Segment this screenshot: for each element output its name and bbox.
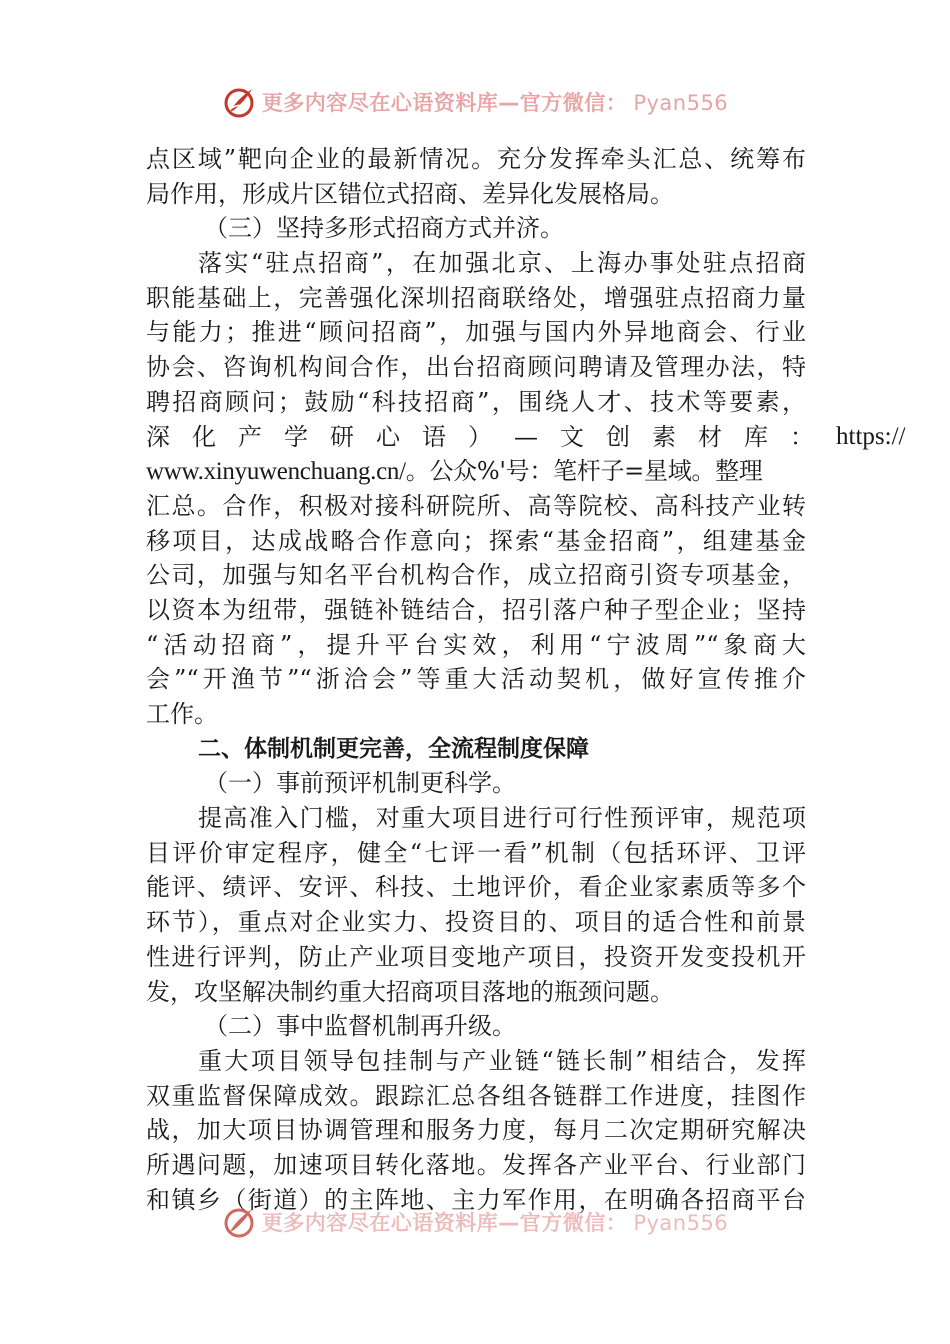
text-line: 聘招商顾问；鼓励“科技招商”，围绕人才、技术等要素，: [146, 387, 806, 416]
text-line: 环节），重点对企业实力、投资目的、项目的适合性和前景: [146, 908, 806, 937]
section-heading: （二）事中监督机制再升级。: [204, 1012, 516, 1041]
url-link[interactable]: www.xinyuwenchuang.cn/: [146, 458, 406, 486]
section-heading: （一）事前预评机制更科学。: [204, 769, 516, 798]
url-link[interactable]: https://: [836, 422, 906, 450]
text-line: 提高准入门槛，对重大项目进行可行性预评审，规范项: [198, 804, 806, 833]
text-fragment: 。公众%'号：笔杆子=星域。整理: [405, 457, 763, 486]
section-heading: （三）坚持多形式招商方式并济。: [204, 214, 564, 243]
text-line: 和镇乡（街道）的主阵地、主力军作用，在明确各招商平台: [146, 1185, 806, 1214]
text-line: 重大项目领导包挂制与产业链“链长制”相结合，发挥: [198, 1046, 806, 1075]
text-line: 战，加大项目协调管理和服务力度，每月二次定期研究解决: [146, 1116, 806, 1145]
text-line: 以资本为纽带，强链补链结合，招引落户种子型企业；坚持: [146, 595, 806, 624]
text-line: 点区域”靶向企业的最新情况。充分发挥牵头汇总、统筹布: [146, 145, 806, 173]
footer-banner: [0, 1204, 950, 1240]
text-line: 能评、绩评、安评、科技、土地评价，看企业家素质等多个: [146, 873, 806, 902]
text-line: 落实“驻点招商”，在加强北京、上海办事处驻点招商: [198, 249, 806, 278]
text-line: 会”“开渔节”“浙洽会”等重大活动契机，做好宣传推介: [146, 665, 806, 694]
text-line: 双重监督保障成效。跟踪汇总各组各链群工作进度，挂图作: [146, 1081, 806, 1110]
text-line: 目评价审定程序，健全“七评一看”机制（包括环评、卫评: [146, 838, 806, 867]
text-line: 性进行评判，防止产业项目变地产项目，投资开发变投机开: [146, 942, 806, 971]
text-line: 所遇问题，加速项目转化落地。发挥各产业平台、行业部门: [146, 1150, 806, 1179]
chapter-heading: 二、体制机制更完善，全流程制度保障: [198, 735, 589, 762]
text-line: 职能基础上，完善强化深圳招商联络处，增强驻点招商力量: [146, 283, 806, 312]
header-banner-text: 更多内容尽在心语资料库—官方微信： Pyan556: [261, 91, 729, 115]
text-line: 发，攻坚解决制约重大招商项目落地的瓶颈问题。: [146, 977, 674, 1006]
text-line: 协会、咨询机构间合作，出台招商顾问聘请及管理办法，特: [146, 353, 806, 382]
text-line: 汇总。合作，积极对接科研院所、高等院校、高科技产业转: [146, 491, 806, 520]
text-fragment: 深化产学研心语）—文创素材库：: [146, 422, 836, 451]
text-line: [146, 420, 906, 455]
text-line: 工作。: [146, 700, 218, 728]
text-line: 与能力；推进“顾问招商”，加强与国内外异地商会、行业: [146, 318, 806, 347]
text-line: 局作用，形成片区错位式招商、差异化发展格局。: [146, 179, 674, 208]
text-line: 移项目，达成战略合作意向；探索“基金招商”，组建基金: [146, 526, 806, 555]
text-line: “活动招商”，提升平台实效，利用“宁波周”“象商大: [146, 630, 806, 659]
header-banner: [0, 82, 950, 122]
document-body: [146, 142, 906, 1217]
footer-banner-text: 更多内容尽在心语资料库—官方微信： Pyan556: [261, 1211, 729, 1235]
text-line: [146, 454, 806, 489]
text-line: 公司，加强与知名平台机构合作，成立招商引资专项基金，: [146, 561, 806, 590]
quill-logo-icon: [222, 84, 258, 120]
quill-logo-icon: [222, 1204, 258, 1240]
